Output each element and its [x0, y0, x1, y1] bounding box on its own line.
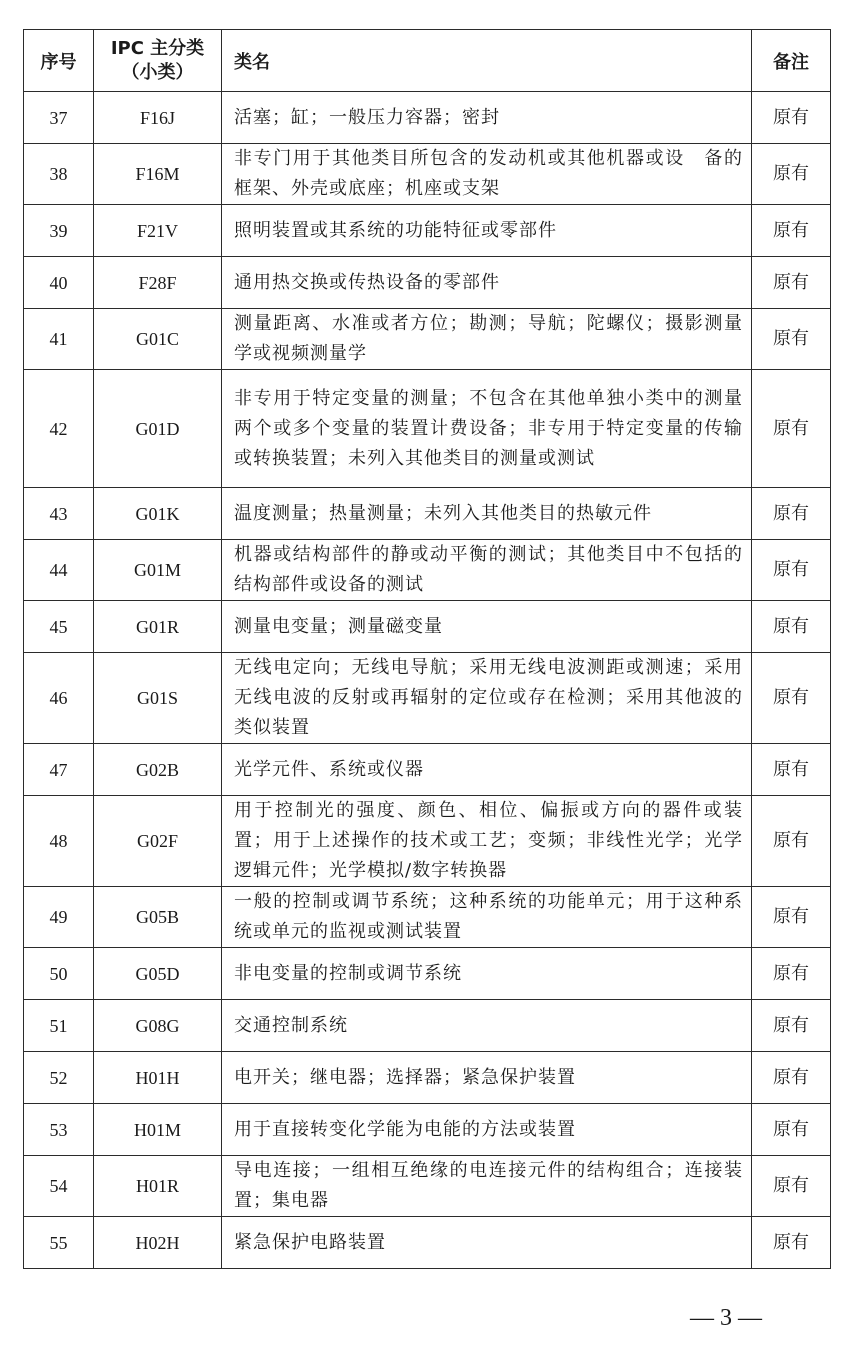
row-remark: 原有	[752, 370, 831, 488]
table-row	[24, 1217, 831, 1269]
row-class-name: 无线电定向；无线电导航；采用无线电波测距或测速；采用无线电波的反射或再辐射的定位或存在检测；采用其他波的类似装置	[222, 653, 752, 744]
table-row	[24, 601, 831, 653]
table-row	[24, 1156, 831, 1217]
row-class-name: 光学元件、系统或仪器	[222, 744, 752, 796]
header-ipc-line1: IPC 主分类	[110, 37, 205, 59]
row-remark: 原有	[752, 796, 831, 887]
row-remark: 原有	[752, 540, 831, 601]
page-number: — 3 —	[690, 1305, 762, 1331]
row-class-name: 非电变量的控制或调节系统	[222, 948, 752, 1000]
row-ipc-code: F16J	[94, 92, 222, 144]
table-row	[24, 488, 831, 540]
row-remark: 原有	[752, 92, 831, 144]
row-remark: 原有	[752, 1156, 831, 1217]
table-row	[24, 887, 831, 948]
table-row	[24, 309, 831, 370]
row-ipc-code: G01R	[94, 601, 222, 653]
row-serial-number: 39	[24, 205, 94, 257]
row-remark: 原有	[752, 1052, 831, 1104]
row-remark: 原有	[752, 653, 831, 744]
row-serial-number: 45	[24, 601, 94, 653]
row-ipc-code: H01H	[94, 1052, 222, 1104]
row-class-name: 导电连接；一组相互绝缘的电连接元件的结构组合；连接装置；集电器	[222, 1156, 752, 1217]
row-remark: 原有	[752, 257, 831, 309]
row-class-name: 测量距离、水准或者方位；勘测；导航；陀螺仪；摄影测量学或视频测量学	[222, 309, 752, 370]
table-row	[24, 540, 831, 601]
row-remark: 原有	[752, 1104, 831, 1156]
row-remark: 原有	[752, 205, 831, 257]
row-ipc-code: G02B	[94, 744, 222, 796]
row-class-name: 活塞；缸；一般压力容器；密封	[222, 92, 752, 144]
table-row	[24, 653, 831, 744]
row-ipc-code: F28F	[94, 257, 222, 309]
row-serial-number: 46	[24, 653, 94, 744]
table-row	[24, 205, 831, 257]
row-serial-number: 43	[24, 488, 94, 540]
row-class-name: 紧急保护电路装置	[222, 1217, 752, 1269]
row-remark: 原有	[752, 144, 831, 205]
row-ipc-code: G08G	[94, 1000, 222, 1052]
row-class-name: 电开关；继电器；选择器；紧急保护装置	[222, 1052, 752, 1104]
row-ipc-code: G01C	[94, 309, 222, 370]
table-row	[24, 948, 831, 1000]
row-serial-number: 51	[24, 1000, 94, 1052]
row-serial-number: 53	[24, 1104, 94, 1156]
table-row	[24, 257, 831, 309]
row-serial-number: 40	[24, 257, 94, 309]
row-class-name: 温度测量；热量测量；未列入其他类目的热敏元件	[222, 488, 752, 540]
row-serial-number: 42	[24, 370, 94, 488]
row-ipc-code: G01M	[94, 540, 222, 601]
row-ipc-code: H02H	[94, 1217, 222, 1269]
table-row	[24, 92, 831, 144]
row-class-name: 一般的控制或调节系统；这种系统的功能单元；用于这种系统或单元的监视或测试装置	[222, 887, 752, 948]
row-serial-number: 38	[24, 144, 94, 205]
row-class-name: 非专用于特定变量的测量；不包含在其他单独小类中的测量两个或多个变量的装置计费设备；非专用于特定变量的传输或转换装置；未列入其他类目的测量或测试	[222, 370, 752, 488]
row-ipc-code: F21V	[94, 205, 222, 257]
header-remark: 备注	[752, 30, 831, 92]
table-header-row	[24, 30, 831, 92]
row-class-name: 交通控制系统	[222, 1000, 752, 1052]
row-remark: 原有	[752, 488, 831, 540]
row-serial-number: 48	[24, 796, 94, 887]
header-class-name: 类名	[222, 30, 752, 92]
row-class-name: 非专门用于其他类目所包含的发动机或其他机器或设 备的框架、外壳或底座；机座或支架	[222, 144, 752, 205]
table-row	[24, 796, 831, 887]
row-class-name: 测量电变量；测量磁变量	[222, 601, 752, 653]
row-remark: 原有	[752, 1217, 831, 1269]
ipc-classification-table-container	[23, 29, 830, 1269]
row-class-name: 机器或结构部件的静或动平衡的测试；其他类目中不包括的结构部件或设备的测试	[222, 540, 752, 601]
row-remark: 原有	[752, 309, 831, 370]
row-serial-number: 37	[24, 92, 94, 144]
row-serial-number: 55	[24, 1217, 94, 1269]
header-serial-number: 序号	[24, 30, 94, 92]
header-ipc-class	[94, 30, 222, 92]
row-remark: 原有	[752, 744, 831, 796]
table-row	[24, 1052, 831, 1104]
row-class-name: 用于控制光的强度、颜色、相位、偏振或方向的器件或装置；用于上述操作的技术或工艺；变频；非线性光学；光学逻辑元件；光学模拟/数字转换器	[222, 796, 752, 887]
row-remark: 原有	[752, 887, 831, 948]
row-serial-number: 47	[24, 744, 94, 796]
row-ipc-code: G05B	[94, 887, 222, 948]
row-serial-number: 41	[24, 309, 94, 370]
row-serial-number: 44	[24, 540, 94, 601]
row-remark: 原有	[752, 601, 831, 653]
table-row	[24, 744, 831, 796]
table-row	[24, 370, 831, 488]
row-ipc-code: G01S	[94, 653, 222, 744]
row-serial-number: 49	[24, 887, 94, 948]
table-row	[24, 1000, 831, 1052]
row-serial-number: 50	[24, 948, 94, 1000]
row-ipc-code: H01R	[94, 1156, 222, 1217]
row-ipc-code: G05D	[94, 948, 222, 1000]
row-class-name: 通用热交换或传热设备的零部件	[222, 257, 752, 309]
row-ipc-code: G01K	[94, 488, 222, 540]
ipc-classification-table	[23, 29, 831, 1269]
row-ipc-code: G01D	[94, 370, 222, 488]
row-class-name: 用于直接转变化学能为电能的方法或装置	[222, 1104, 752, 1156]
row-serial-number: 52	[24, 1052, 94, 1104]
row-serial-number: 54	[24, 1156, 94, 1217]
header-ipc-line2: （小类）	[121, 61, 194, 83]
row-ipc-code: G02F	[94, 796, 222, 887]
row-remark: 原有	[752, 1000, 831, 1052]
row-ipc-code: F16M	[94, 144, 222, 205]
row-remark: 原有	[752, 948, 831, 1000]
row-class-name: 照明装置或其系统的功能特征或零部件	[222, 205, 752, 257]
row-ipc-code: H01M	[94, 1104, 222, 1156]
table-row	[24, 144, 831, 205]
table-row	[24, 1104, 831, 1156]
